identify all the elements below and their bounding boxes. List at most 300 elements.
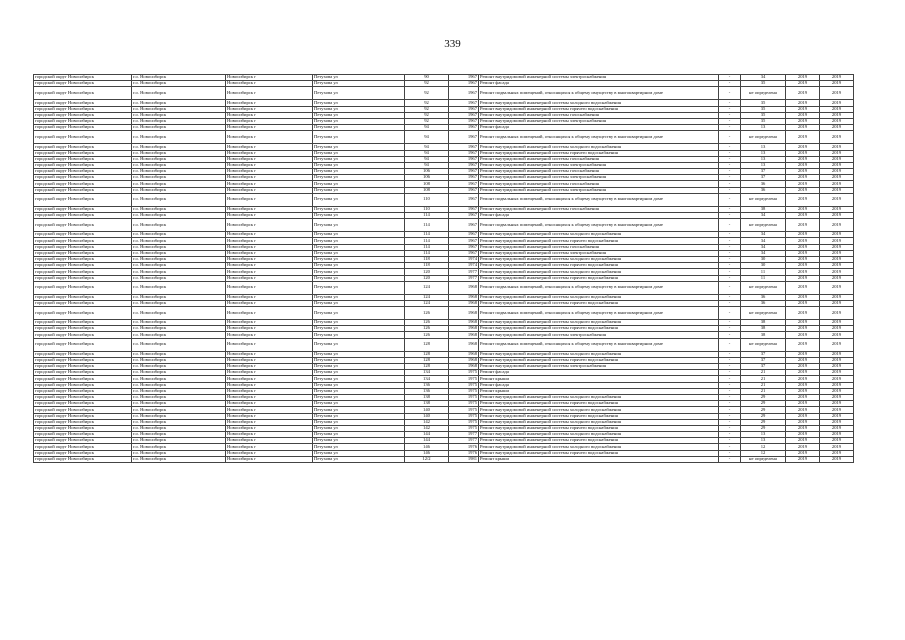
dash-cell: - bbox=[719, 338, 741, 351]
house-number-cell: 126 bbox=[405, 332, 449, 338]
build-year-cell: 1967 bbox=[449, 250, 479, 256]
dash-cell: - bbox=[719, 456, 741, 462]
work-type-cell: Ремонт внутридомовой инженерной системы холодного водоснабжения bbox=[479, 294, 719, 300]
start-year-cell: 2019 bbox=[786, 413, 820, 419]
end-year-cell: 2019 bbox=[820, 75, 854, 81]
work-type-cell: Ремонт внутридомовой инженерной системы горячего водоснабжения bbox=[479, 425, 719, 431]
cost-cell: 21 bbox=[741, 370, 786, 376]
build-year-cell: 1968 bbox=[449, 357, 479, 363]
dash-cell: - bbox=[719, 425, 741, 431]
city-district-cell: г.о. Новосибирск bbox=[132, 144, 226, 150]
city-district-cell: г.о. Новосибирск bbox=[132, 169, 226, 175]
street-cell: Петухова ул bbox=[313, 81, 405, 87]
cost-cell: 21 bbox=[741, 382, 786, 388]
street-cell: Петухова ул bbox=[313, 425, 405, 431]
build-year-cell: 1967 bbox=[449, 100, 479, 106]
cost-cell: 34 bbox=[741, 250, 786, 256]
house-number-cell: 140 bbox=[405, 407, 449, 413]
work-type-cell: Ремонт внутридомовой инженерной системы холодного водоснабжения bbox=[479, 351, 719, 357]
work-type-cell: Ремонт внутридомовой инженерной системы электроснабжения bbox=[479, 332, 719, 338]
dash-cell: - bbox=[719, 444, 741, 450]
start-year-cell: 2019 bbox=[786, 407, 820, 413]
street-cell: Петухова ул bbox=[313, 181, 405, 187]
cost-cell: 36 bbox=[741, 300, 786, 306]
build-year-cell: 1975 bbox=[449, 388, 479, 394]
city-district-cell: г.о. Новосибирск bbox=[132, 131, 226, 144]
city-district-cell: г.о. Новосибирск bbox=[132, 370, 226, 376]
end-year-cell: 2019 bbox=[820, 357, 854, 363]
work-type-cell: Ремонт внутридомовой инженерной системы холодного водоснабжения bbox=[479, 232, 719, 238]
end-year-cell: 2019 bbox=[820, 438, 854, 444]
cost-cell: не определена bbox=[741, 219, 786, 232]
municipal-okrug-cell: городской округ Новосибирск bbox=[34, 162, 132, 168]
street-cell: Петухова ул bbox=[313, 193, 405, 206]
house-number-cell: 126 bbox=[405, 320, 449, 326]
house-number-cell: 92 bbox=[405, 106, 449, 112]
city-cell: Новосибирск г bbox=[226, 320, 313, 326]
municipal-okrug-cell: городской округ Новосибирск bbox=[34, 432, 132, 438]
city-cell: Новосибирск г bbox=[226, 432, 313, 438]
municipal-okrug-cell: городской округ Новосибирск bbox=[34, 106, 132, 112]
municipal-okrug-cell: городской округ Новосибирск bbox=[34, 181, 132, 187]
dash-cell: - bbox=[719, 332, 741, 338]
dash-cell: - bbox=[719, 394, 741, 400]
house-number-cell: 110 bbox=[405, 206, 449, 212]
city-district-cell: г.о. Новосибирск bbox=[132, 364, 226, 370]
house-number-cell: 128 bbox=[405, 351, 449, 357]
municipal-okrug-cell: городской округ Новосибирск bbox=[34, 388, 132, 394]
cost-cell: 21 bbox=[741, 388, 786, 394]
cost-cell: не определена bbox=[741, 193, 786, 206]
house-number-cell: 124 bbox=[405, 300, 449, 306]
build-year-cell: 1968 bbox=[449, 326, 479, 332]
work-type-cell: Ремонт внутридомовой инженерной системы холодного водоснабжения bbox=[479, 407, 719, 413]
work-type-cell: Ремонт внутридомовой инженерной системы горячего водоснабжения bbox=[479, 450, 719, 456]
start-year-cell: 2019 bbox=[786, 370, 820, 376]
city-cell: Новосибирск г bbox=[226, 376, 313, 382]
end-year-cell: 2019 bbox=[820, 281, 854, 294]
house-number-cell: 94 bbox=[405, 150, 449, 156]
dash-cell: - bbox=[719, 357, 741, 363]
start-year-cell: 2019 bbox=[786, 206, 820, 212]
end-year-cell: 2019 bbox=[820, 419, 854, 425]
build-year-cell: 1975 bbox=[449, 394, 479, 400]
dash-cell: - bbox=[719, 413, 741, 419]
dash-cell: - bbox=[719, 275, 741, 281]
cost-cell: 29 bbox=[741, 413, 786, 419]
city-district-cell: г.о. Новосибирск bbox=[132, 232, 226, 238]
street-cell: Петухова ул bbox=[313, 370, 405, 376]
street-cell: Петухова ул bbox=[313, 131, 405, 144]
cost-cell: 11 bbox=[741, 269, 786, 275]
city-district-cell: г.о. Новосибирск bbox=[132, 382, 226, 388]
build-year-cell: 1967 bbox=[449, 238, 479, 244]
start-year-cell: 2019 bbox=[786, 275, 820, 281]
city-cell: Новосибирск г bbox=[226, 187, 313, 193]
municipal-okrug-cell: городской округ Новосибирск bbox=[34, 444, 132, 450]
work-type-cell: Ремонт внутридомовой инженерной системы газоснабжения bbox=[479, 244, 719, 250]
street-cell: Петухова ул bbox=[313, 269, 405, 275]
city-district-cell: г.о. Новосибирск bbox=[132, 332, 226, 338]
build-year-cell: 1968 bbox=[449, 351, 479, 357]
city-district-cell: г.о. Новосибирск bbox=[132, 238, 226, 244]
table-row bbox=[34, 307, 854, 320]
municipal-okrug-cell: городской округ Новосибирск bbox=[34, 144, 132, 150]
build-year-cell: 1967 bbox=[449, 206, 479, 212]
start-year-cell: 2019 bbox=[786, 338, 820, 351]
start-year-cell: 2019 bbox=[786, 450, 820, 456]
street-cell: Петухова ул bbox=[313, 413, 405, 419]
street-cell: Петухова ул bbox=[313, 419, 405, 425]
city-cell: Новосибирск г bbox=[226, 401, 313, 407]
start-year-cell: 2019 bbox=[786, 432, 820, 438]
build-year-cell: 1968 bbox=[449, 294, 479, 300]
build-year-cell: 1967 bbox=[449, 162, 479, 168]
start-year-cell: 2019 bbox=[786, 232, 820, 238]
build-year-cell: 1977 bbox=[449, 438, 479, 444]
street-cell: Петухова ул bbox=[313, 112, 405, 118]
start-year-cell: 2019 bbox=[786, 150, 820, 156]
street-cell: Петухова ул bbox=[313, 432, 405, 438]
dash-cell: - bbox=[719, 100, 741, 106]
street-cell: Петухова ул bbox=[313, 162, 405, 168]
city-district-cell: г.о. Новосибирск bbox=[132, 125, 226, 131]
cost-cell: 13 bbox=[741, 150, 786, 156]
city-cell: Новосибирск г bbox=[226, 263, 313, 269]
house-number-cell: 136 bbox=[405, 388, 449, 394]
cost-cell: 38 bbox=[741, 320, 786, 326]
house-number-cell: 126 bbox=[405, 307, 449, 320]
city-cell: Новосибирск г bbox=[226, 456, 313, 462]
city-district-cell: г.о. Новосибирск bbox=[132, 156, 226, 162]
work-type-cell: Ремонт внутридомовой инженерной системы горячего водоснабжения bbox=[479, 438, 719, 444]
work-type-cell: Ремонт фасада bbox=[479, 213, 719, 219]
cost-cell: 38 bbox=[741, 332, 786, 338]
street-cell: Петухова ул bbox=[313, 169, 405, 175]
work-type-cell: Ремонт внутридомовой инженерной системы холодного водоснабжения bbox=[479, 144, 719, 150]
street-cell: Петухова ул bbox=[313, 187, 405, 193]
house-number-cell: 146 bbox=[405, 444, 449, 450]
street-cell: Петухова ул bbox=[313, 256, 405, 262]
start-year-cell: 2019 bbox=[786, 438, 820, 444]
street-cell: Петухова ул bbox=[313, 125, 405, 131]
build-year-cell: 1977 bbox=[449, 275, 479, 281]
house-number-cell: 120 bbox=[405, 269, 449, 275]
start-year-cell: 2019 bbox=[786, 394, 820, 400]
build-year-cell: 1967 bbox=[449, 156, 479, 162]
city-cell: Новосибирск г bbox=[226, 169, 313, 175]
city-cell: Новосибирск г bbox=[226, 219, 313, 232]
house-number-cell: 92 bbox=[405, 100, 449, 106]
city-cell: Новосибирск г bbox=[226, 382, 313, 388]
dash-cell: - bbox=[719, 144, 741, 150]
street-cell: Петухова ул bbox=[313, 438, 405, 444]
cost-cell: 29 bbox=[741, 394, 786, 400]
dash-cell: - bbox=[719, 320, 741, 326]
start-year-cell: 2019 bbox=[786, 326, 820, 332]
street-cell: Петухова ул bbox=[313, 394, 405, 400]
dash-cell: - bbox=[719, 351, 741, 357]
dash-cell: - bbox=[719, 213, 741, 219]
cost-cell: 29 bbox=[741, 401, 786, 407]
build-year-cell: 1967 bbox=[449, 87, 479, 100]
end-year-cell: 2019 bbox=[820, 81, 854, 87]
municipal-okrug-cell: городской округ Новосибирск bbox=[34, 100, 132, 106]
cost-cell: 36 bbox=[741, 187, 786, 193]
city-district-cell: г.о. Новосибирск bbox=[132, 338, 226, 351]
city-district-cell: г.о. Новосибирск bbox=[132, 87, 226, 100]
street-cell: Петухова ул bbox=[313, 238, 405, 244]
house-number-cell: 124 bbox=[405, 294, 449, 300]
dash-cell: - bbox=[719, 382, 741, 388]
municipal-okrug-cell: городской округ Новосибирск bbox=[34, 169, 132, 175]
street-cell: Петухова ул bbox=[313, 206, 405, 212]
house-number-cell: 92 bbox=[405, 81, 449, 87]
city-cell: Новосибирск г bbox=[226, 213, 313, 219]
start-year-cell: 2019 bbox=[786, 75, 820, 81]
build-year-cell: 1975 bbox=[449, 407, 479, 413]
house-number-cell: 94 bbox=[405, 156, 449, 162]
city-district-cell: г.о. Новосибирск bbox=[132, 394, 226, 400]
house-number-cell: 118 bbox=[405, 256, 449, 262]
build-year-cell: 1975 bbox=[449, 382, 479, 388]
end-year-cell: 2019 bbox=[820, 401, 854, 407]
table-row bbox=[34, 456, 854, 462]
house-number-cell: 142 bbox=[405, 419, 449, 425]
cost-cell: 29 bbox=[741, 425, 786, 431]
start-year-cell: 2019 bbox=[786, 382, 820, 388]
city-cell: Новосибирск г bbox=[226, 326, 313, 332]
house-number-cell: 92 bbox=[405, 118, 449, 124]
city-district-cell: г.о. Новосибирск bbox=[132, 438, 226, 444]
work-type-cell: Ремонт фасада bbox=[479, 81, 719, 87]
build-year-cell: 1967 bbox=[449, 112, 479, 118]
city-cell: Новосибирск г bbox=[226, 351, 313, 357]
municipal-okrug-cell: городской округ Новосибирск bbox=[34, 244, 132, 250]
street-cell: Петухова ул bbox=[313, 450, 405, 456]
dash-cell: - bbox=[719, 256, 741, 262]
build-year-cell: 1977 bbox=[449, 269, 479, 275]
build-year-cell: 1967 bbox=[449, 75, 479, 81]
work-type-cell: Ремонт подвальных помещений, относящихся к общему имуществу в многоквартирном доме bbox=[479, 87, 719, 100]
cost-cell: 37 bbox=[741, 169, 786, 175]
municipal-okrug-cell: городской округ Новосибирск bbox=[34, 300, 132, 306]
municipal-okrug-cell: городской округ Новосибирск bbox=[34, 320, 132, 326]
start-year-cell: 2019 bbox=[786, 250, 820, 256]
dash-cell: - bbox=[719, 162, 741, 168]
start-year-cell: 2019 bbox=[786, 401, 820, 407]
municipal-okrug-cell: городской округ Новосибирск bbox=[34, 131, 132, 144]
city-district-cell: г.о. Новосибирск bbox=[132, 219, 226, 232]
street-cell: Петухова ул bbox=[313, 219, 405, 232]
start-year-cell: 2019 bbox=[786, 444, 820, 450]
end-year-cell: 2019 bbox=[820, 250, 854, 256]
city-district-cell: г.о. Новосибирск bbox=[132, 357, 226, 363]
work-type-cell: Ремонт внутридомовой инженерной системы холодного водоснабжения bbox=[479, 432, 719, 438]
city-cell: Новосибирск г bbox=[226, 364, 313, 370]
city-district-cell: г.о. Новосибирск bbox=[132, 106, 226, 112]
build-year-cell: 1967 bbox=[449, 219, 479, 232]
start-year-cell: 2019 bbox=[786, 351, 820, 357]
house-number-cell: 12/2 bbox=[405, 456, 449, 462]
street-cell: Петухова ул bbox=[313, 156, 405, 162]
end-year-cell: 2019 bbox=[820, 187, 854, 193]
municipal-okrug-cell: городской округ Новосибирск bbox=[34, 263, 132, 269]
end-year-cell: 2019 bbox=[820, 450, 854, 456]
city-district-cell: г.о. Новосибирск bbox=[132, 150, 226, 156]
house-number-cell: 128 bbox=[405, 338, 449, 351]
work-type-cell: Ремонт подвальных помещений, относящихся к общему имуществу в многоквартирном доме bbox=[479, 281, 719, 294]
street-cell: Петухова ул bbox=[313, 401, 405, 407]
city-district-cell: г.о. Новосибирск bbox=[132, 244, 226, 250]
work-type-cell: Ремонт внутридомовой инженерной системы холодного водоснабжения bbox=[479, 100, 719, 106]
house-number-cell: 124 bbox=[405, 281, 449, 294]
cost-cell: 13 bbox=[741, 162, 786, 168]
municipal-okrug-cell: городской округ Новосибирск bbox=[34, 75, 132, 81]
city-cell: Новосибирск г bbox=[226, 181, 313, 187]
build-year-cell: 1968 bbox=[449, 364, 479, 370]
table-body bbox=[34, 75, 854, 463]
house-number-cell: 142 bbox=[405, 425, 449, 431]
end-year-cell: 2019 bbox=[820, 307, 854, 320]
build-year-cell: 1975 bbox=[449, 376, 479, 382]
city-cell: Новосибирск г bbox=[226, 269, 313, 275]
municipal-okrug-cell: городской округ Новосибирск bbox=[34, 407, 132, 413]
house-number-cell: 94 bbox=[405, 144, 449, 150]
work-type-cell: Ремонт фасада bbox=[479, 370, 719, 376]
end-year-cell: 2019 bbox=[820, 338, 854, 351]
municipal-okrug-cell: городской округ Новосибирск bbox=[34, 175, 132, 181]
city-cell: Новосибирск г bbox=[226, 244, 313, 250]
city-cell: Новосибирск г bbox=[226, 206, 313, 212]
build-year-cell: 1974 bbox=[449, 256, 479, 262]
end-year-cell: 2019 bbox=[820, 413, 854, 419]
city-cell: Новосибирск г bbox=[226, 100, 313, 106]
house-number-cell: 108 bbox=[405, 187, 449, 193]
work-type-cell: Ремонт внутридомовой инженерной системы горячего водоснабжения bbox=[479, 300, 719, 306]
cost-cell: 38 bbox=[741, 326, 786, 332]
city-district-cell: г.о. Новосибирск bbox=[132, 351, 226, 357]
municipal-okrug-cell: городской округ Новосибирск bbox=[34, 213, 132, 219]
table-row bbox=[34, 193, 854, 206]
city-district-cell: г.о. Новосибирск bbox=[132, 263, 226, 269]
end-year-cell: 2019 bbox=[820, 364, 854, 370]
cost-cell: 35 bbox=[741, 81, 786, 87]
municipal-okrug-cell: городской округ Новосибирск bbox=[34, 118, 132, 124]
city-cell: Новосибирск г bbox=[226, 175, 313, 181]
start-year-cell: 2019 bbox=[786, 181, 820, 187]
build-year-cell: 1967 bbox=[449, 232, 479, 238]
table-row bbox=[34, 281, 854, 294]
street-cell: Петухова ул bbox=[313, 281, 405, 294]
end-year-cell: 2019 bbox=[820, 432, 854, 438]
city-district-cell: г.о. Новосибирск bbox=[132, 444, 226, 450]
end-year-cell: 2019 bbox=[820, 206, 854, 212]
municipal-okrug-cell: городской округ Новосибирск bbox=[34, 370, 132, 376]
city-cell: Новосибирск г bbox=[226, 144, 313, 150]
city-cell: Новосибирск г bbox=[226, 307, 313, 320]
city-cell: Новосибирск г bbox=[226, 193, 313, 206]
city-cell: Новосибирск г bbox=[226, 112, 313, 118]
table-row bbox=[34, 131, 854, 144]
work-type-cell: Ремонт внутридомовой инженерной системы горячего водоснабжения bbox=[479, 238, 719, 244]
start-year-cell: 2019 bbox=[786, 244, 820, 250]
municipal-okrug-cell: городской округ Новосибирск bbox=[34, 112, 132, 118]
cost-cell: 37 bbox=[741, 357, 786, 363]
municipal-okrug-cell: городской округ Новосибирск bbox=[34, 156, 132, 162]
build-year-cell: 1968 bbox=[449, 338, 479, 351]
house-number-cell: 138 bbox=[405, 394, 449, 400]
house-number-cell: 140 bbox=[405, 413, 449, 419]
dash-cell: - bbox=[719, 450, 741, 456]
house-number-cell: 106 bbox=[405, 169, 449, 175]
dash-cell: - bbox=[719, 131, 741, 144]
municipal-okrug-cell: городской округ Новосибирск bbox=[34, 357, 132, 363]
dash-cell: - bbox=[719, 401, 741, 407]
city-district-cell: г.о. Новосибирск bbox=[132, 250, 226, 256]
street-cell: Петухова ул bbox=[313, 300, 405, 306]
municipal-okrug-cell: городской округ Новосибирск bbox=[34, 232, 132, 238]
dash-cell: - bbox=[719, 432, 741, 438]
dash-cell: - bbox=[719, 206, 741, 212]
street-cell: Петухова ул bbox=[313, 382, 405, 388]
street-cell: Петухова ул bbox=[313, 388, 405, 394]
build-year-cell: 1967 bbox=[449, 213, 479, 219]
end-year-cell: 2019 bbox=[820, 181, 854, 187]
city-district-cell: г.о. Новосибирск bbox=[132, 181, 226, 187]
dash-cell: - bbox=[719, 169, 741, 175]
house-number-cell: 94 bbox=[405, 131, 449, 144]
city-district-cell: г.о. Новосибирск bbox=[132, 187, 226, 193]
house-number-cell: 94 bbox=[405, 125, 449, 131]
city-cell: Новосибирск г bbox=[226, 294, 313, 300]
work-type-cell: Ремонт внутридомовой инженерной системы холодного водоснабжения bbox=[479, 444, 719, 450]
municipal-okrug-cell: городской округ Новосибирск bbox=[34, 81, 132, 87]
end-year-cell: 2019 bbox=[820, 112, 854, 118]
cost-cell: 35 bbox=[741, 112, 786, 118]
start-year-cell: 2019 bbox=[786, 294, 820, 300]
start-year-cell: 2019 bbox=[786, 320, 820, 326]
city-cell: Новосибирск г bbox=[226, 156, 313, 162]
end-year-cell: 2019 bbox=[820, 118, 854, 124]
work-type-cell: Ремонт внутридомовой инженерной системы электроснабжения bbox=[479, 118, 719, 124]
start-year-cell: 2019 bbox=[786, 175, 820, 181]
start-year-cell: 2019 bbox=[786, 357, 820, 363]
start-year-cell: 2019 bbox=[786, 118, 820, 124]
street-cell: Петухова ул bbox=[313, 250, 405, 256]
build-year-cell: 1967 bbox=[449, 144, 479, 150]
start-year-cell: 2019 bbox=[786, 300, 820, 306]
cost-cell: 11 bbox=[741, 275, 786, 281]
build-year-cell: 1976 bbox=[449, 450, 479, 456]
start-year-cell: 2019 bbox=[786, 156, 820, 162]
house-number-cell: 126 bbox=[405, 326, 449, 332]
street-cell: Петухова ул bbox=[313, 244, 405, 250]
city-cell: Новосибирск г bbox=[226, 125, 313, 131]
street-cell: Петухова ул bbox=[313, 150, 405, 156]
municipal-okrug-cell: городской округ Новосибирск bbox=[34, 332, 132, 338]
start-year-cell: 2019 bbox=[786, 219, 820, 232]
street-cell: Петухова ул bbox=[313, 326, 405, 332]
end-year-cell: 2019 bbox=[820, 232, 854, 238]
city-cell: Новосибирск г bbox=[226, 281, 313, 294]
city-district-cell: г.о. Новосибирск bbox=[132, 413, 226, 419]
municipal-okrug-cell: городской округ Новосибирск bbox=[34, 364, 132, 370]
dash-cell: - bbox=[719, 106, 741, 112]
work-type-cell: Ремонт крыши bbox=[479, 388, 719, 394]
start-year-cell: 2019 bbox=[786, 187, 820, 193]
city-cell: Новосибирск г bbox=[226, 81, 313, 87]
